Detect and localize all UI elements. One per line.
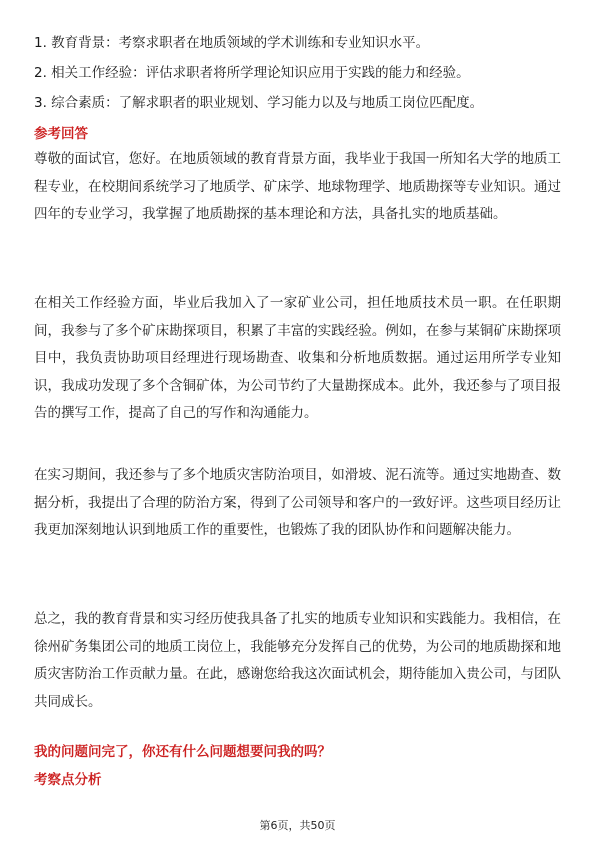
answer-paragraph-work-experience: 在相关工作经验方面，毕业后我加入了一家矿业公司，担任地质技术员一职。在任职期间，我参与了多个矿床勘探项目，积累了丰富的实践经验。例如，在参与某铜矿床勘探项目中，我负责协助项目经理进行现场勘查、收集和分析地质数据。通过运用所学专业知识，我成功发现了多个含铜矿体，为公司节约了大量勘探成本。此外，我还参与了项目报告的撰写工作，提高了自己的写作和沟通能力。 (34, 295, 561, 421)
criteria-item-education: 1. 教育背景：考察求职者在地质领域的学术训练和专业知识水平。 (34, 35, 430, 51)
criteria-item-qualities: 3. 综合素质：了解求职者的职业规划、学习能力以及与地质工岗位匹配度。 (34, 95, 484, 111)
reference-answer-heading: 参考回答 (34, 126, 88, 142)
answer-paragraph-education: 尊敬的面试官，您好。在地质领域的教育背景方面，我毕业于我国一所知名大学的地质工程专业，在校期间系统学习了地质学、矿床学、地球物理学、地质勘探等专业知识。通过四年的专业学习，我掌握了地质勘探的基本理论和方法，具备扎实的地质基础。 (34, 151, 561, 222)
page-number-footer: 第6页，共50页 (259, 819, 336, 832)
answer-paragraph-conclusion: 总之，我的教育背景和实习经历使我具备了扎实的地质专业知识和实践能力。我相信，在徐州矿务集团公司的地质工岗位上，我能够充分发挥自己的优势，为公司的地质勘探和地质灾害防治工作贡献力量。在此，感谢您给我这次面试机会，期待能加入贵公司，与团队共同成长。 (34, 611, 561, 710)
answer-paragraph-internship: 在实习期间，我还参与了多个地质灾害防治项目，如滑坡、泥石流等。通过实地勘查、数据分析，我提出了合理的防治方案，得到了公司领导和客户的一致好评。这些项目经历让我更加深刻地认识到地质工作的重要性，也锻炼了我的团队协作和问题解决能力。 (34, 467, 561, 538)
analysis-heading: 考察点分析 (34, 772, 102, 788)
closing-question: 我的问题问完了，你还有什么问题想要问我的吗？ (34, 744, 331, 760)
criteria-item-experience: 2. 相关工作经验：评估求职者将所学理论知识应用于实践的能力和经验。 (34, 65, 470, 81)
